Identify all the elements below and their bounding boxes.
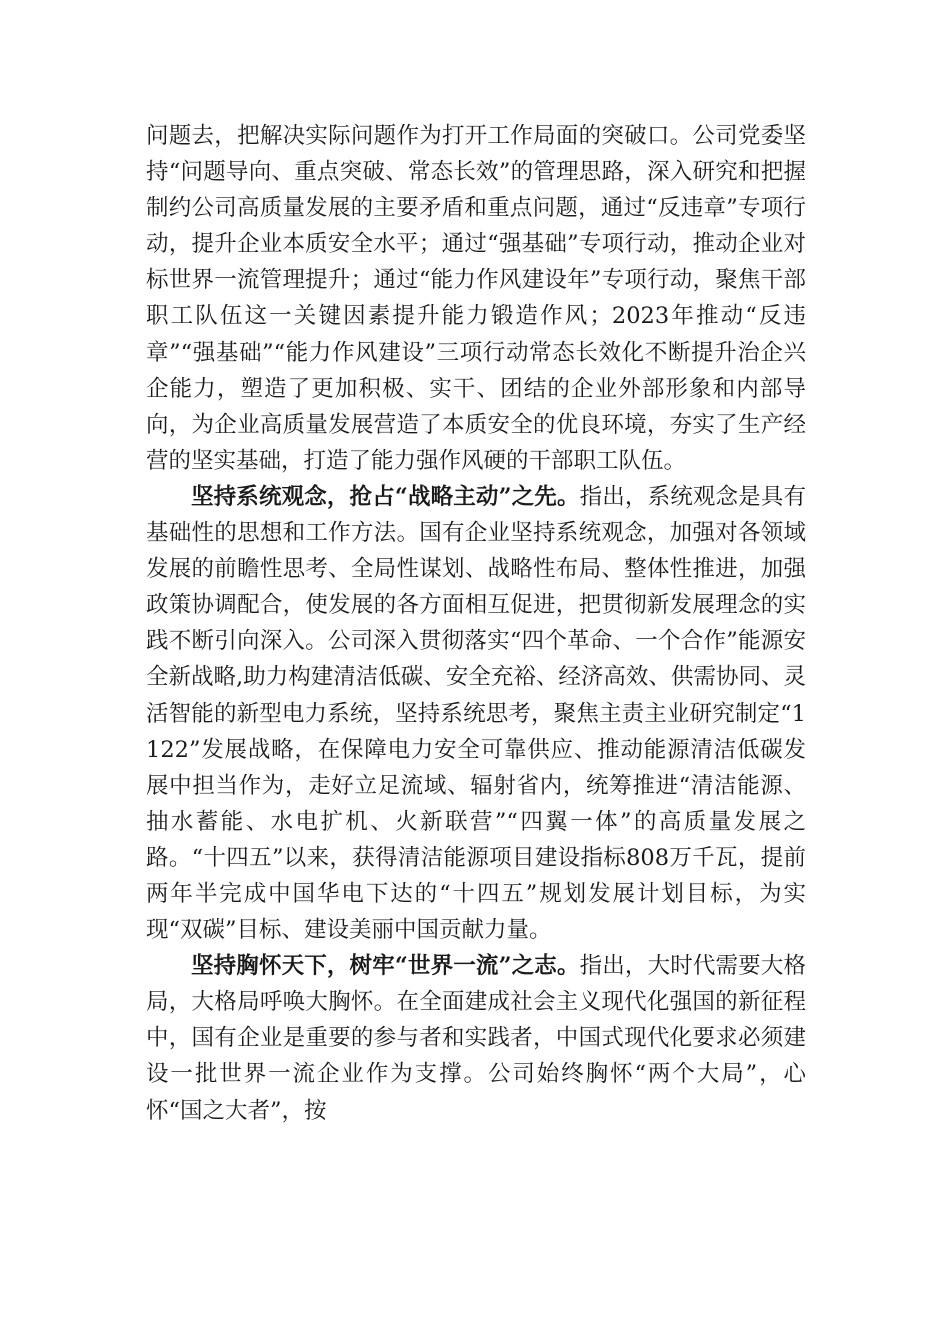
paragraph-3-heading: 坚持胸怀天下，树牢“世界一流”之志。 <box>191 953 580 980</box>
paragraph-3-text: 指出，大时代需要大格局，大格局呼唤大胸怀。在全面建成社会主义现代化强国的新征程中，国有企业是重要的参与者和实践者，中国式现代化要求必须建设一批世界一流企业作为支撑。公司始终胸怀“两个大局”，心怀“国之大者”，按 <box>146 953 806 1124</box>
paragraph-2-heading: 坚持系统观念，抢占“战略主动”之先。 <box>191 483 580 510</box>
paragraph-1-text: 问题去，把解决实际问题作为打开工作局面的突破口。公司党委坚持“问题导向、重点突破、常态长效”的管理思路，深入研究和把握制约公司高质量发展的主要矛盾和重点问题，通过“反违章”专项行动，提升企业本质安全水平；通过“强基础”专项行动，推动企业对标世界一流管理提升；通过“能力作风建设年”专项行动，聚焦干部职工队伍这一关键因素提升能力锻造作风；2023年推动“反违章”“强基础”“能力作风建设”三项行动常态长效化不断提升治企兴企能力，塑造了更加积极、实干、团结的企业外部形象和内部导向，为企业高质量发展营造了本质安全的优良环境，夯实了生产经营的坚实基础，打造了能力强作风硬的干部职工队伍。 <box>146 123 806 474</box>
paragraph-2-text: 指出，系统观念是具有基础性的思想和工作方法。国有企业坚持系统观念，加强对各领域发展的前瞻性思考、全局性谋划、战略性布局、整体性推进，加强政策协调配合，使发展的各方面相互促进，把贯彻新发展理念的实践不断引向深入。公司深入贯彻落实“四个革命、一个合作”能源安全新战略,助力构建清洁低碳、安全充裕、经济高效、供需协同、灵活智能的新型电力系统，坚持系统思考，聚焦主责主业研究制定“1122”发展战略，在保障电力安全可靠供应、推动能源清洁低碳发展中担当作为，走好立足流域、辐射省内，统筹推进“清洁能源、抽水蓄能、水电扩机、火新联营”“四翼一体”的高质量发展之路。“十四五”以来，获得清洁能源项目建设指标808万千瓦，提前两年半完成中国华电下达的“十四五”规划发展计划目标，为实现“双碳”目标、建设美丽中国贡献力量。 <box>146 483 806 944</box>
paragraph-world-class <box>146 948 806 1128</box>
paragraph-systems-thinking <box>146 479 806 948</box>
paragraph-continuation <box>146 118 806 479</box>
document-body <box>146 118 806 1129</box>
